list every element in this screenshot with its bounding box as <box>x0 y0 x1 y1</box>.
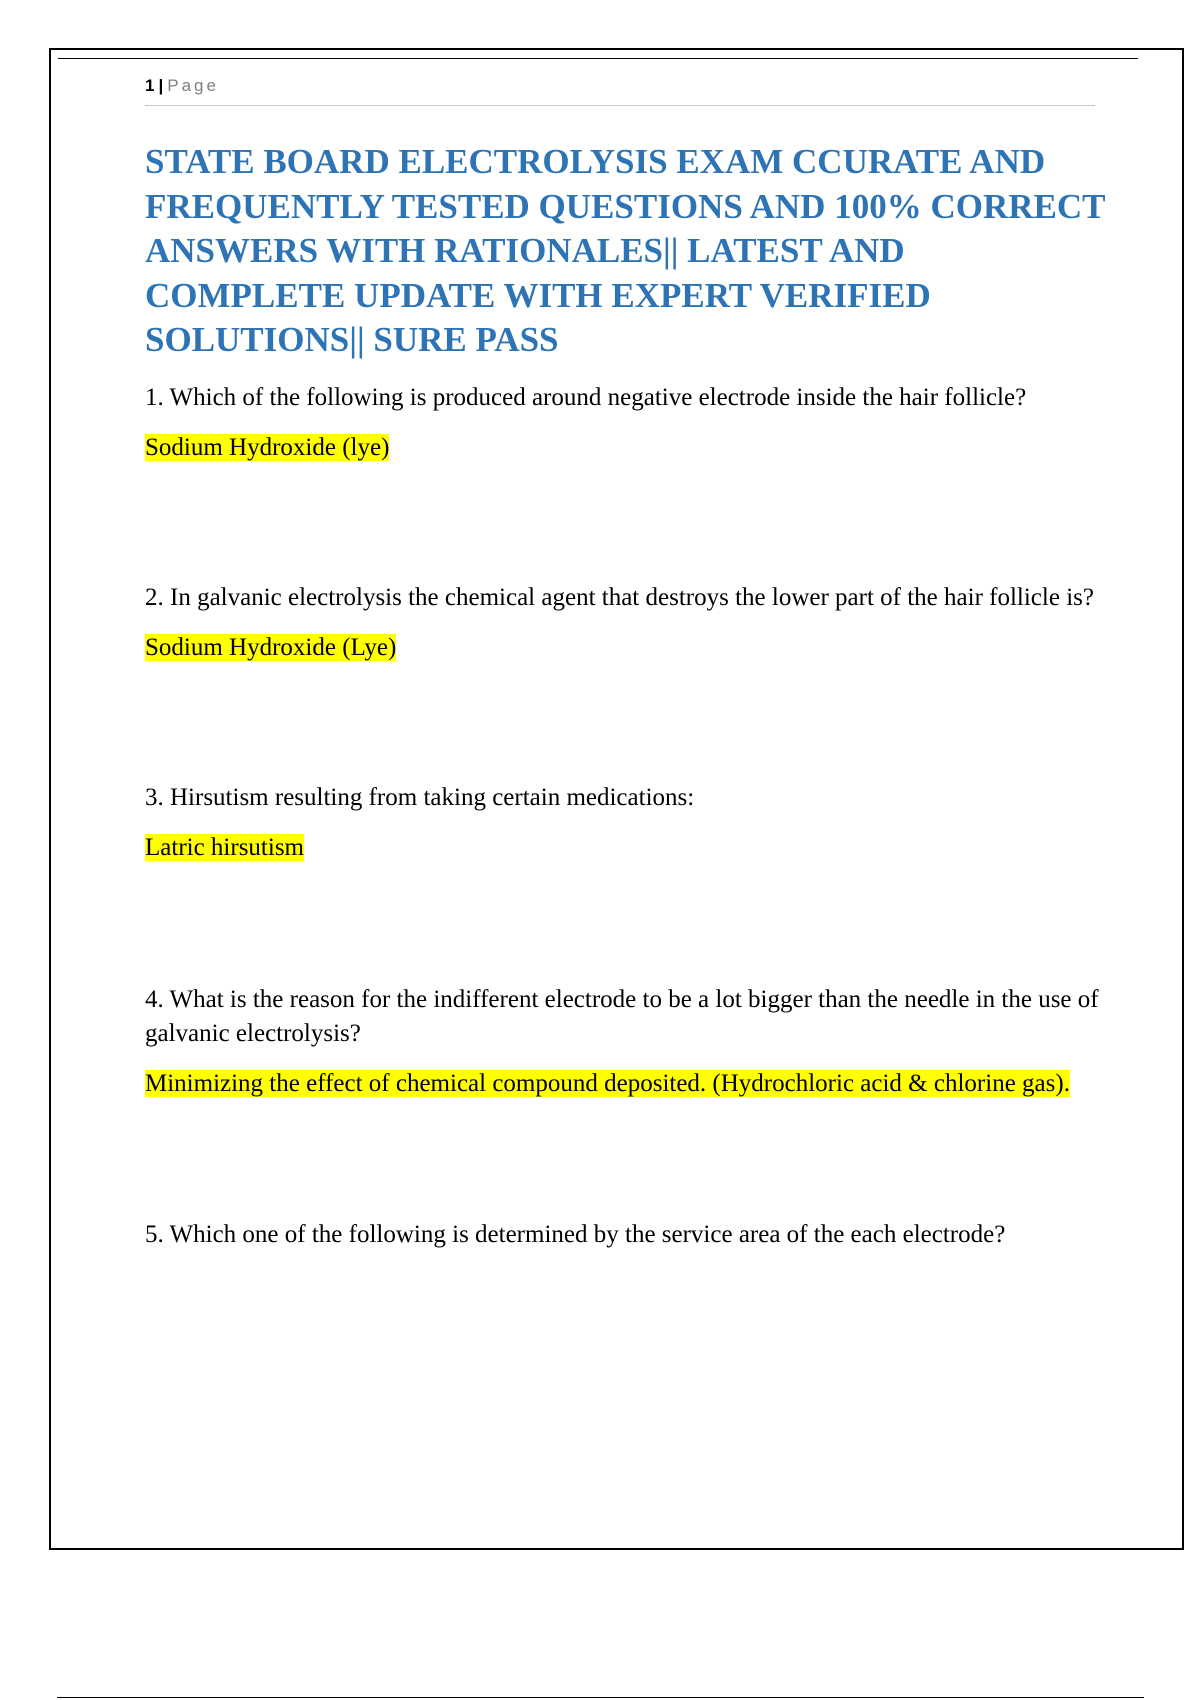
question-1: 1. Which of the following is produced around negative electrode inside the hair follicle? <box>145 383 1027 411</box>
answer-1-highlight: Sodium Hydroxide (lye) <box>145 433 390 461</box>
question-3: 3. Hirsutism resulting from taking certain medications: <box>145 783 695 811</box>
answer-4 <box>145 1067 1135 1101</box>
answer-2-highlight: Sodium Hydroxide (Lye) <box>145 633 397 661</box>
spacer <box>145 465 1135 581</box>
spacer <box>145 665 1135 781</box>
next-page-top-rule <box>57 1697 1144 1698</box>
page-word: Page <box>167 76 219 95</box>
answer-2 <box>145 631 1135 665</box>
page-separator: | <box>158 76 164 95</box>
spacer <box>145 1101 1135 1218</box>
question-4: 4. What is the reason for the indifferent electrode to be a lot bigger than the needle in the use of galvanic electrolysis? <box>145 985 1099 1047</box>
question-5: 5. Which one of the following is determined by the service area of the each electrode? <box>145 1220 1006 1248</box>
spacer <box>145 865 1135 983</box>
answer-4-highlight: Minimizing the effect of chemical compound deposited. (Hydrochloric acid & chlorine gas). <box>145 1069 1070 1097</box>
qa-item-5 <box>145 1218 1135 1252</box>
document-title: STATE BOARD ELECTROLYSIS EXAM CCURATE AND FREQUENTLY TESTED QUESTIONS AND 100% CORRECT ANSWERS WITH RATIONALES|| LATEST AND COMPLETE UPDATE WITH EXPERT VERIFIED SOLUTIONS|| SURE PASS <box>145 142 1105 359</box>
qa-item-4 <box>145 983 1135 1101</box>
qa-item-2 <box>145 581 1135 665</box>
document-content <box>145 140 1135 1252</box>
question-2: 2. In galvanic electrolysis the chemical agent that destroys the lower part of the hair follicle is? <box>145 583 1094 611</box>
answer-3-highlight: Latric hirsutism <box>145 833 304 861</box>
page-number: 1 <box>145 76 155 95</box>
qa-item-1 <box>145 381 1135 465</box>
answer-3 <box>145 831 1135 865</box>
qa-item-3 <box>145 781 1135 865</box>
frame-top-rule <box>58 58 1138 59</box>
page-header <box>145 72 1095 106</box>
answer-1 <box>145 431 1135 465</box>
page-frame <box>49 48 1184 1550</box>
